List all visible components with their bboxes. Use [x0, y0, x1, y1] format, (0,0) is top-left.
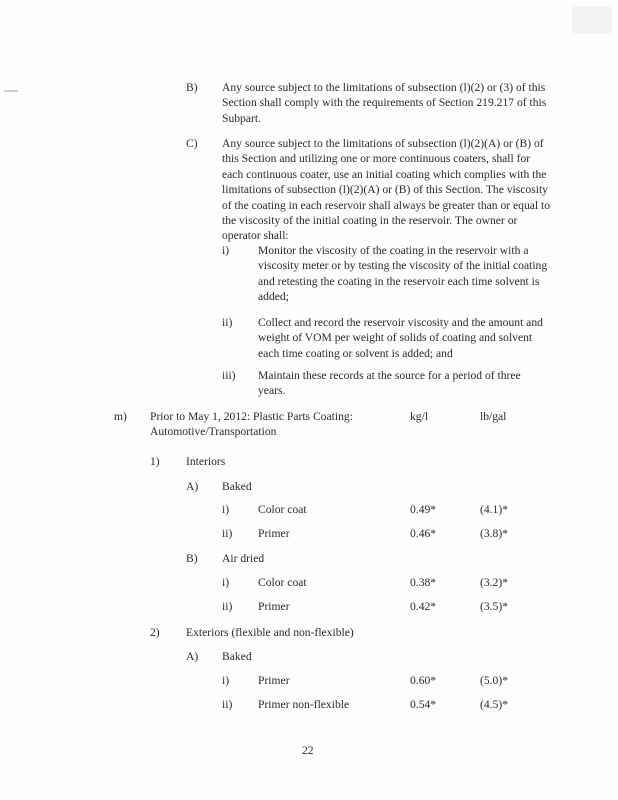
row-value-lb: (4.1)*	[480, 503, 509, 516]
air-dried-title: Air dried	[222, 552, 265, 565]
row-label: ii)	[222, 600, 233, 613]
item-label: iii)	[222, 369, 236, 382]
row-value-kg: 0.38*	[410, 576, 437, 589]
row-name: Color coat	[258, 503, 307, 516]
row-label: i)	[222, 576, 230, 589]
section-m-title: Prior to May 1, 2012: Plastic Parts Coating: Automotive/Transportation	[150, 410, 353, 439]
row-value-lb: (3.2)*	[480, 576, 509, 589]
page-number: 22	[302, 744, 314, 757]
scan-artifact	[572, 6, 612, 34]
row-value-kg: 0.49*	[410, 503, 437, 516]
label-1: 1)	[150, 455, 160, 468]
row-value-lb: (3.5)*	[480, 600, 509, 613]
item-text: Monitor the viscosity of the coating in the reservoir with a viscosity meter or by testing the viscosity of the initial coating and retesting the coating in the reservoir each time solvent is added;	[258, 244, 548, 304]
row-name: Primer non-flexible	[258, 698, 350, 711]
item-label: i)	[222, 244, 230, 257]
label-m: m)	[114, 410, 127, 423]
exteriors-title: Exteriors (flexible and non-flexible)	[186, 626, 354, 639]
scan-mark	[4, 90, 18, 92]
baked-title: Baked	[222, 650, 252, 663]
baked-title: Baked	[222, 480, 252, 493]
unit-lb-per-gal: lb/gal	[480, 410, 507, 423]
item-text: Maintain these records at the source for a period of three years.	[258, 369, 521, 398]
row-label: ii)	[222, 698, 233, 711]
row-value-lb: (4.5)*	[480, 698, 509, 711]
row-name: Color coat	[258, 576, 307, 589]
item-text: Collect and record the reservoir viscosity and the amount and weight of VOM per weight of solids of coating and solvent each time coating or solvent is added; and	[258, 316, 543, 360]
label-A: A)	[186, 650, 199, 663]
label-2: 2)	[150, 626, 160, 639]
label-C: C)	[186, 137, 198, 150]
row-value-lb: (3.8)*	[480, 527, 509, 540]
paragraph-C: Any source subject to the limitations of subsection (l)(2)(A) or (B) of this Section and utilizing one or more continuous coaters, shall for each continuous coater, use an initial coating which complies with the limitations of subsection (l)(2)(A) or (B) of this Section. The viscosity of the coating in each reservoir shall always be greater than or equal to the viscosity of the initial coating in the reservoir. The owner or operator shall:	[222, 137, 551, 243]
row-value-kg: 0.42*	[410, 600, 437, 613]
row-value-lb: (5.0)*	[480, 674, 509, 687]
row-value-kg: 0.46*	[410, 527, 437, 540]
row-value-kg: 0.54*	[410, 698, 437, 711]
row-value-kg: 0.60*	[410, 674, 437, 687]
row-name: Primer	[258, 527, 290, 540]
label-A: A)	[186, 480, 199, 493]
label-B: B)	[186, 552, 198, 565]
label-B: B)	[186, 81, 198, 94]
row-name: Primer	[258, 600, 290, 613]
row-label: i)	[222, 503, 230, 516]
paragraph-B: Any source subject to the limitations of subsection (l)(2) or (3) of this Section shall comply with the requirements of Section 219.217 of this Subpart.	[222, 81, 547, 125]
unit-kg-per-l: kg/l	[410, 410, 429, 423]
row-label: ii)	[222, 527, 233, 540]
row-label: i)	[222, 674, 230, 687]
interiors-title: Interiors	[186, 455, 226, 468]
row-name: Primer	[258, 674, 290, 687]
item-label: ii)	[222, 316, 233, 329]
